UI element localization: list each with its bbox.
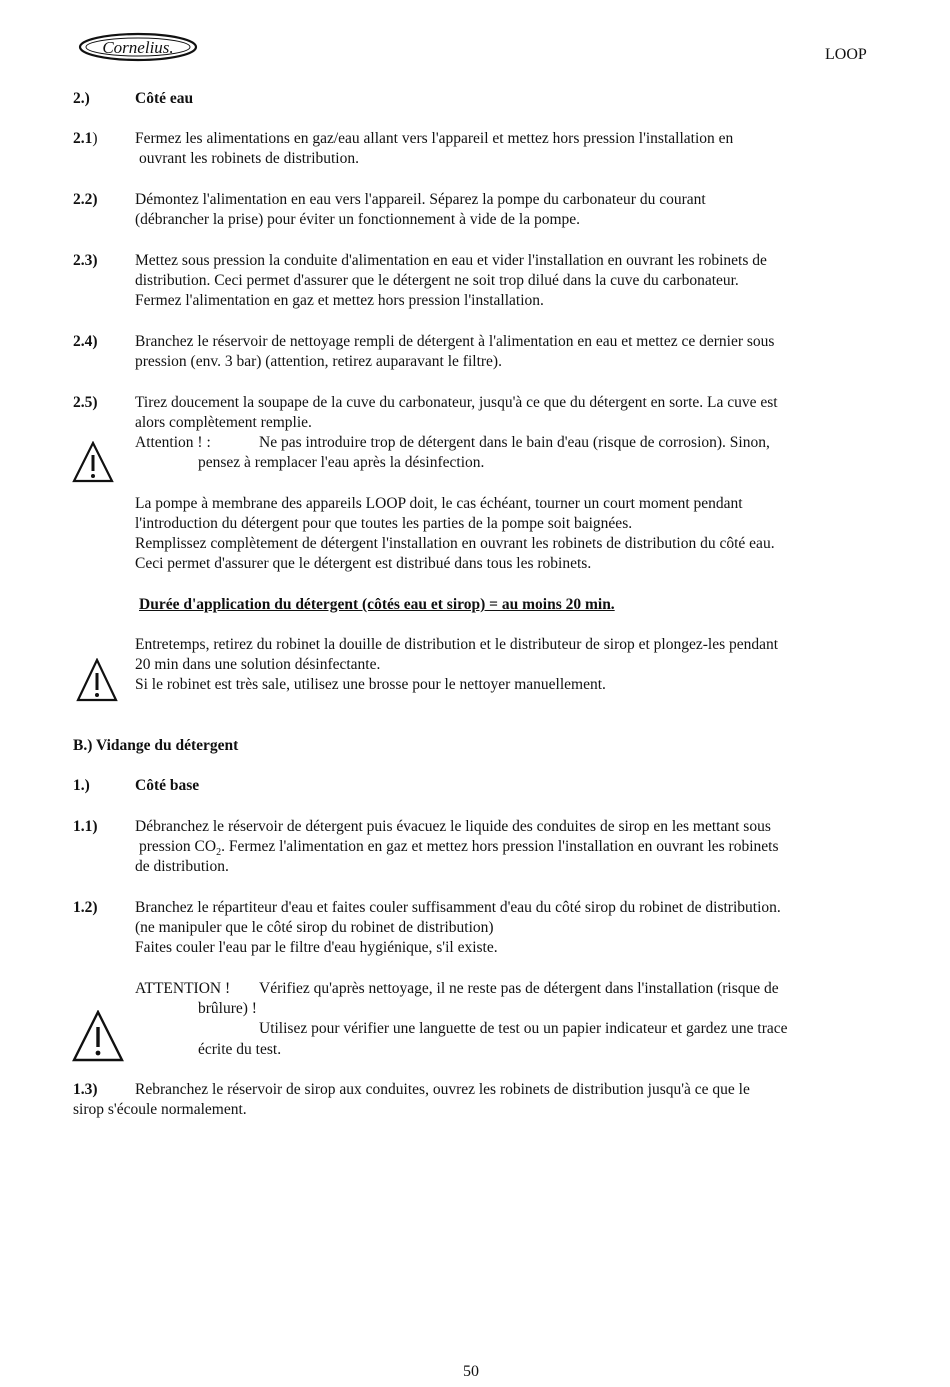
step-number: 2.5)	[73, 394, 98, 411]
step-number: 1.2)	[73, 899, 98, 916]
section-title: B.) Vidange du détergent	[73, 737, 239, 754]
step-number: 1.1)	[73, 818, 98, 835]
attention-text-cont: brûlure) !	[198, 1000, 257, 1017]
step-2-3-text: Mettez sous pression la conduite d'alimentation en eau et vider l'installation en ouvrant les robinets de distribution. Ceci permet d'assurer que le détergent ne soit trop dilué dans la cuve du carbonateur. Fermez l'alimentation en gaz et mettez hors pression l'installation.	[135, 252, 767, 309]
warning-icon	[72, 1010, 124, 1062]
duration-note: Durée d'application du détergent (côtés eau et sirop) = au moins 20 min.	[139, 596, 615, 613]
step-1-3-text-cont: sirop s'écoule normalement.	[73, 1101, 247, 1118]
attention-text-2: Utilisez pour vérifier une languette de test ou un papier indicateur et gardez une trace	[259, 1020, 788, 1037]
pump-paragraph: La pompe à membrane des appareils LOOP doit, le cas échéant, tourner un court moment pendant l'introduction du détergent pour que toutes les parties de la pompe soit baignées. Remplissez complètement de détergent l'installation en ouvrant les robinets de distribution du côté eau. Ceci permet d'assurer que le détergent est distribué dans tous les robinets.	[135, 495, 775, 572]
attention-label: Attention ! :	[135, 434, 211, 451]
attention-text-2-cont: écrite du test.	[198, 1041, 282, 1058]
page-number: 50	[463, 1363, 479, 1380]
svg-text:Cornelius.: Cornelius.	[102, 38, 174, 57]
step-number: 2.4)	[73, 333, 98, 350]
step-1-3-text: Rebranchez le réservoir de sirop aux conduites, ouvrez les robinets de distribution jusqu'à ce que le	[135, 1081, 750, 1098]
attention-text: Vérifiez qu'après nettoyage, il ne reste pas de détergent dans l'installation (risque de	[259, 980, 779, 997]
section-title: Côté eau	[135, 90, 194, 107]
section-number: 1.)	[73, 777, 90, 794]
warning-icon	[72, 441, 114, 483]
step-2-4-text: Branchez le réservoir de nettoyage rempli de détergent à l'alimentation en eau et mettez ce dernier sous pression (env. 3 bar) (attention, retirez auparavant le filtre).	[135, 333, 775, 370]
step-number: 2.3)	[73, 252, 98, 269]
attention-text: Ne pas introduire trop de détergent dans le bain d'eau (risque de corrosion). Sinon,	[259, 434, 770, 451]
step-number: 2.1)	[73, 130, 98, 147]
meanwhile-paragraph: Entretemps, retirez du robinet la douille de distribution et le distributeur de sirop et plongez-les pendant 20 min dans une solution désinfectante. Si le robinet est très sale, utilisez une brosse pour le nettoyer manuellement.	[135, 636, 779, 693]
section-title: Côté base	[135, 777, 200, 794]
step-number: 1.3)	[73, 1081, 98, 1098]
step-2-5-text: Tirez doucement la soupape de la cuve du carbonateur, jusqu'à ce que du détergent en sorte. La cuve est alors complètement remplie.	[135, 394, 778, 431]
step-2-2-text: Démontez l'alimentation en eau vers l'appareil. Séparez la pompe du carbonateur du courant (débrancher la prise) pour éviter un fonctionnement à vide de la pompe.	[135, 191, 706, 228]
step-number: 2.2)	[73, 191, 98, 208]
step-1-2-text: Branchez le répartiteur d'eau et faites couler suffisamment d'eau du côté sirop du robinet de distribution. (ne manipuler que le côté sirop du robinet de distribution) Faites couler l'eau par le filtre d'eau hygiénique, s'il existe.	[135, 899, 781, 956]
warning-icon	[76, 658, 118, 702]
attention-text-cont: pensez à remplacer l'eau après la désinfection.	[198, 454, 485, 471]
header-product: LOOP	[825, 46, 867, 63]
attention-label: ATTENTION !	[135, 980, 231, 997]
section-number: 2.)	[73, 90, 90, 107]
cornelius-logo	[76, 28, 200, 66]
step-2-1-text: Fermez les alimentations en gaz/eau allant vers l'appareil et mettez hors pression l'installation en ouvrant les robinets de distribution.	[135, 130, 734, 167]
step-1-1-text: Débranchez le réservoir de détergent puis évacuez le liquide des conduites de sirop en les mettant sous pression $CO_2$. Fermez l'alimentation en gaz et mettez hors pression l'installation en ouvrant les robinets de distribution.	[135, 818, 779, 875]
